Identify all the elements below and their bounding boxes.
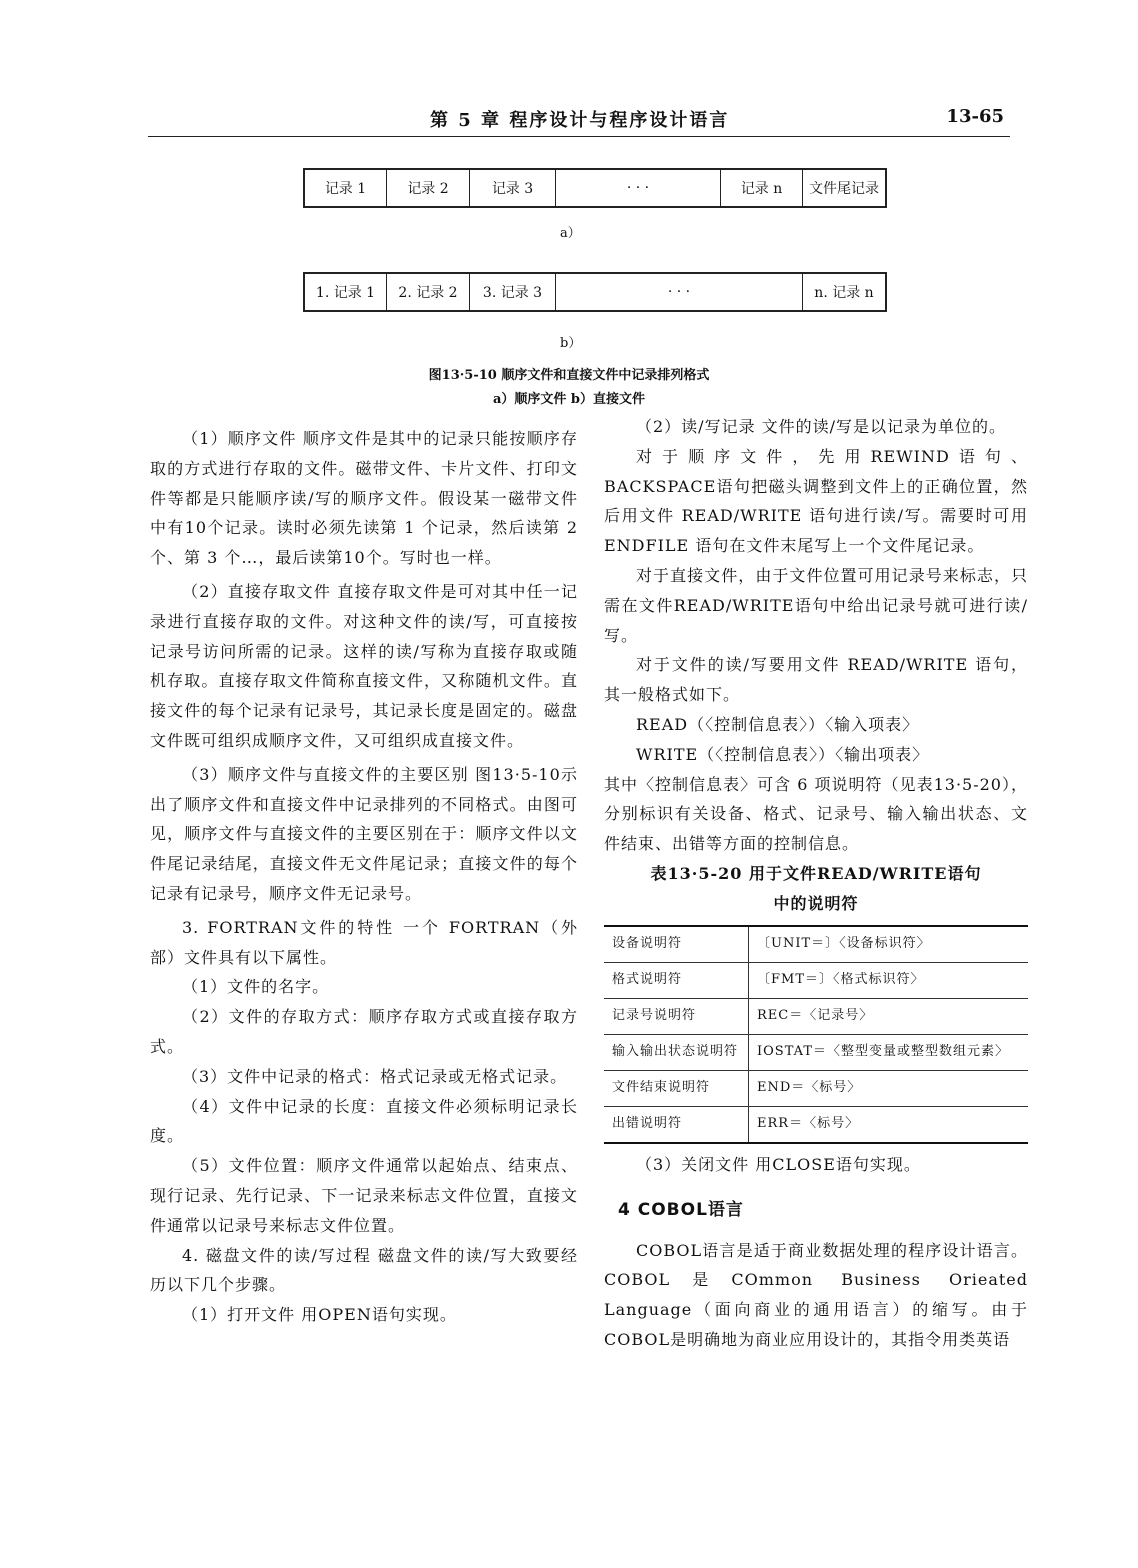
record-cell: 1. 记录 1 [305,274,387,310]
table-row [604,1106,1028,1143]
paragraph: （4）文件中记录的长度：直接文件必须标明记录长度。 [150,1096,578,1146]
paragraph: 3. FORTRAN文件的特性 一个 FORTRAN（外部）文件具有以下属性。 [150,917,578,967]
table-title: 表13·5-20 用于文件READ/WRITE语句 [650,863,982,883]
table-cell: IOSTAT＝〈整型变量或整型数组元素〉 [749,1034,1029,1070]
table-cell: 〔UNIT＝〕〈设备标识符〉 [757,936,931,952]
table-cell: 输入输出状态说明符 [604,1034,749,1070]
paragraph: （2）读/写记录 文件的读/写是以记录为单位的。 [636,417,1007,436]
paragraph: 对于顺序文件，先用REWIND语句、BACKSPACE语句把磁头调整到文件上的正确位置，然后用文件 READ/WRITE 语句进行读/写。需要时可用ENDFILE 语句在文件末尾写上一个文件尾记录。 [604,446,1028,556]
figure-caption: 图13·5-10 顺序文件和直接文件中记录排列格式 [428,368,710,383]
statement-format: WRITE（〈控制信息表〉）〈输出项表〉 [636,744,930,764]
paragraph: COBOL语言是适于商业数据处理的程序设计语言。COBOL是COmmon Business Orieated Language（面向商业的通用语言）的缩写。由于COBOL是明确地为商业应用设计的，其指令用类英语 [604,1240,1028,1349]
end-record-cell: 文件尾记录 [809,181,879,197]
table-row [604,998,1028,1034]
section-heading: 4 COBOL语言 [618,1199,744,1220]
table-cell: 格式说明符 [604,962,749,998]
statement-format: READ（〈控制信息表〉）〈输入项表〉 [636,714,920,734]
table-cell: REC＝〈记录号〉 [749,998,1029,1034]
paragraph: 对于直接文件，由于文件位置可用记录号来标志，只需在文件READ/WRITE语句中给出记录号就可进行读/写。 [604,565,1028,645]
paragraph: （1）打开文件 用OPEN语句实现。 [182,1305,457,1325]
paragraph: （1）顺序文件 顺序文件是其中的记录只能按顺序存取的方式进行存取的文件。磁带文件、卡片文件、打印文件等都是只能顺序读/写的顺序文件。假设某一磁带文件中有10个记录。读时必须先读第 1 个记录，然后读第 2 个、第 3 个…，最后读第10个。写时也一样。 [150,429,578,568]
ellipsis-cell: · · · [556,170,721,206]
paragraph: （5）文件位置：顺序文件通常以起始点、结束点、现行记录、先行记录、下一记录来标志文件位置，直接文件通常以记录号来标志文件位置。 [150,1156,578,1235]
table-cell: 文件结束说明符 [604,1070,749,1106]
paragraph: （3）关闭文件 用CLOSE语句实现。 [636,1154,921,1174]
paragraph: （2）文件的存取方式：顺序存取方式或直接存取方式。 [150,1007,578,1056]
ellipsis-cell: · · · [556,274,803,310]
right-column [604,412,1028,1355]
table-cell: 设备说明符 [604,926,749,963]
table-cell: ERR＝〈标号〉 [749,1106,1029,1143]
page-number: 13-65 [946,106,1004,127]
table-cell: 〔FMT＝〕〈格式标识符〉 [749,962,1029,998]
table-row [604,1070,1028,1106]
paragraph: 其中〈控制信息表〉可含 6 项说明符（见表13·5-20），分别标识有关设备、格式、记录号、输入输出状态、文件结束、出错等方面的控制信息。 [604,774,1028,854]
table-cell: 出错说明符 [604,1106,749,1143]
paragraph: （3）顺序文件与直接文件的主要区别 图13·5-10示出了顺序文件和直接文件中记录排列的不同格式。由图可见，顺序文件与直接文件的主要区别在于：顺序文件以文件尾记录结尾，直接文件无文件尾记录；直接文件的每个记录有记录号，顺序文件无记录号。 [150,764,578,903]
record-cell: 2. 记录 2 [387,274,470,310]
table-cell: END＝〈标号〉 [749,1070,1029,1106]
table-row [604,926,1028,963]
table-cell: 记录号说明符 [604,998,749,1034]
record-cell: 记录 2 [387,170,470,206]
sequential-file-diagram [303,168,887,208]
paragraph: （2）直接存取文件 直接存取文件是可对其中任一记录进行直接存取的文件。对这种文件的读/写，可直接按记录号访问所需的记录。这样的读/写称为直接存取或随机存取。直接存取文件简称直接文件，又称随机文件。直接文件的每个记录有记录号，其记录长度是固定的。磁盘文件既可组织成顺序文件，又可组织成直接文件。 [150,581,578,750]
chapter-title: 第 5 章 程序设计与程序设计语言 [430,110,730,131]
record-cell: 记录 n [721,170,803,206]
figure-subcaption: a）顺序文件 b）直接文件 [492,392,646,407]
page-header [148,106,1010,137]
paragraph: 4. 磁盘文件的读/写过程 磁盘文件的读/写大致要经历以下几个步骤。 [150,1245,578,1295]
record-cell: 3. 记录 3 [470,274,556,310]
direct-file-diagram [303,272,887,312]
table-row [604,1034,1028,1070]
paragraph: （3）文件中记录的格式：格式记录或无格式记录。 [182,1066,568,1086]
record-cell: 记录 1 [305,170,387,206]
table-title: 中的说明符 [773,893,859,913]
paragraph: 对于文件的读/写要用文件 READ/WRITE 语句，其一般格式如下。 [604,655,1028,705]
table-row [604,962,1028,998]
paragraph: （1）文件的名字。 [182,977,330,997]
record-cell: 记录 3 [470,170,556,206]
figure-label-a: a） [560,226,581,241]
specifier-table [604,925,1028,1144]
record-cell: n. 记录 n [814,285,874,301]
left-column [150,424,578,1330]
figure-label-b: b） [560,336,582,351]
